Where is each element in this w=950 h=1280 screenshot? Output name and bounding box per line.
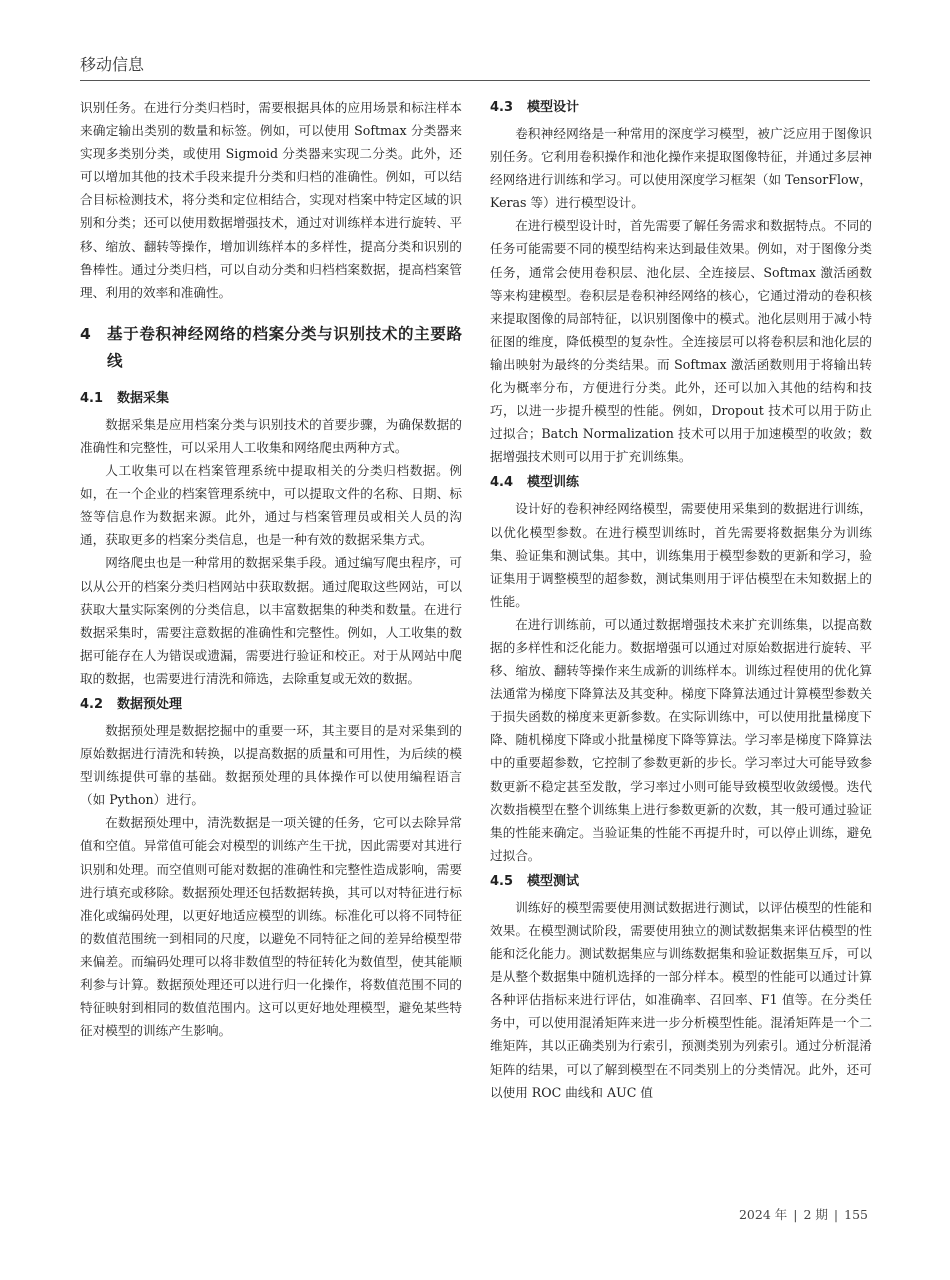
paragraph: 人工收集可以在档案管理系统中提取相关的分类归档数据。例如，在一个企业的档案管理系统中，可以提取文件的名称、日期、标签等信息作为数据来源。此外，通过与档案管理员或相关人员的沟通，获取更多的档案分类信息，也是一种有效的数据采集方式。: [80, 463, 462, 548]
section-4-heading: [80, 321, 462, 375]
subsection-title: 数据预处理: [117, 696, 183, 712]
right-column: [490, 96, 872, 1104]
page-header: [80, 44, 870, 81]
page-number: 155: [844, 1207, 868, 1222]
section-number: 4: [80, 324, 91, 343]
subsection-title: 模型测试: [527, 873, 580, 889]
subsection-number: 4.5: [490, 873, 514, 889]
subsection-title: 数据采集: [117, 390, 170, 406]
footer-separator: |: [833, 1207, 839, 1222]
footer-issue: 2 期: [803, 1207, 828, 1222]
subsection-title: 模型设计: [527, 100, 580, 115]
subsection-number: 4.2: [80, 696, 104, 712]
paragraph: 数据采集是应用档案分类与识别技术的首要步骤，为确保数据的准确性和完整性，可以采用人工收集和网络爬虫两种方式。: [80, 416, 462, 455]
paragraph: 网络爬虫也是一种常用的数据采集手段。通过编写爬虫程序，可以从公开的档案分类归档网站中获取数据。通过爬取这些网站，可以获取大量实际案例的分类信息，以丰富数据集的种类和数量。在进行数据采集时，需要注意数据的准确性和完整性。例如，人工收集的数据可能存在人为错误或遗漏，需要进行验证和校正。对于从网站中爬取的数据，也需要进行清洗和筛选，去除重复或无效的数据。: [80, 555, 462, 686]
left-column: [80, 96, 462, 1042]
subsection-4-2-heading: [80, 693, 462, 717]
paragraph: 卷积神经网络是一种常用的深度学习模型，被广泛应用于图像识别任务。它利用卷积操作和池化操作来提取图像特征，并通过多层神经网络进行训练和学习。可以使用深度学习框架（如 TensorFlow，Keras 等）进行模型设计。: [490, 126, 872, 211]
subsection-4-1-heading: [80, 387, 462, 411]
footer-year: 2024 年: [738, 1207, 788, 1222]
subsection-4-5-heading: [490, 870, 872, 894]
paragraph: 训练好的模型需要使用测试数据进行测试，以评估模型的性能和效果。在模型测试阶段，需要使用独立的测试数据集来评估模型的性能和泛化能力。测试数据集应与训练数据集和验证数据集互斥，可以是从整个数据集中随机选择的一部分样本。模型的性能可以通过计算各种评估指标来进行评估，如准确率、召回率、F1 值等。在分类任务中，可以使用混淆矩阵来进一步分析模型性能。混淆矩阵是一个二维矩阵，其以正确类别为行索引，预测类别为列索引。通过分析混淆矩阵的结果，可以了解到模型在不同类别上的分类情况。此外，还可以使用 ROC 曲线和 AUC 值: [490, 899, 872, 1100]
page-footer: [739, 1205, 868, 1223]
subsection-number: 4.1: [80, 390, 104, 406]
subsection-title: 模型训练: [527, 475, 580, 491]
subsection-4-3-heading: [490, 96, 872, 120]
section-title: 基于卷积神经网络的档案分类与识别技术的主要路线: [107, 324, 462, 370]
paragraph: 在进行模型设计时，首先需要了解任务需求和数据特点。不同的任务可能需要不同的模型结构来达到最佳效果。例如，对于图像分类任务，通常会使用卷积层、池化层、全连接层、Softmax 激活函数等来构建模型。卷积层是卷积神经网络的核心，它通过滑动的卷积核来提取图像的局部特征，以识别图像中的模式。池化层则用于减小特征图的维度，降低模型的复杂性。全连接层可以将卷积层和池化层的输出映射为最终的分类结果。而 Softmax 激活函数则用于将输出转化为概率分布，方便进行分类。此外，还可以加入其他的结构和技巧，以进一步提升模型的性能。例如，Dropout 技术可以用于防止过拟合；Batch Normalization 技术可以用于加速模型的收敛；数据增强技术则可以用于扩充训练集。: [490, 218, 872, 465]
paragraph: 在进行训练前，可以通过数据增强技术来扩充训练集，以提高数据的多样性和泛化能力。数据增强可以通过对原始数据进行旋转、平移、缩放、翻转等操作来生成新的训练样本。训练过程使用的优化算法通常为梯度下降算法及其变种。梯度下降算法通过计算模型参数关于损失函数的梯度来更新参数。在实际训练中，可以使用批量梯度下降、随机梯度下降或小批量梯度下降等算法。学习率是梯度下降算法中的重要超参数，它控制了参数更新的步长。学习率过大可能导致参数更新不稳定甚至发散，学习率过小则可能导致模型收敛缓慢。迭代次数指模型在整个训练集上进行参数更新的次数，其一般可通过验证集的性能来确定。当验证集的性能不再提升时，可以停止训练，避免过拟合。: [490, 616, 872, 863]
subsection-4-4-heading: [490, 471, 872, 495]
subsection-number: 4.4: [490, 475, 514, 491]
journal-title: 移动信息: [80, 55, 145, 74]
paragraph: 在数据预处理中，清洗数据是一项关键的任务，它可以去除异常值和空值。异常值可能会对模型的训练产生干扰，因此需要对其进行识别和处理。而空值则可能对数据的准确性和完整性造成影响，需要进行填充或移除。数据预处理还包括数据转换，其可以对特征进行标准化或编码处理，以更好地适应模型的训练。标准化可以将不同特征的数值范围统一到相同的尺度，以避免不同特征之间的差异给模型带来偏差。而编码处理可以将非数值型的特征转化为数值型，使其能顺利参与计算。数据预处理还可以进行归一化操作，将数值范围不同的特征映射到相同的数值范围内。这可以更好地处理模型，避免某些特征对模型的训练产生影响。: [80, 815, 462, 1039]
subsection-number: 4.3: [490, 100, 514, 115]
footer-separator: |: [793, 1207, 798, 1222]
intro-paragraph: 识别任务。在进行分类归档时，需要根据具体的应用场景和标注样本来确定输出类别的数量和标签。例如，可以使用 Softmax 分类器来实现多类别分类，或使用 Sigmoid 分类器来实现二分类。此外，还可以增加其他的技术手段来提升分类和归档的准确性。例如，可以结合目标检测技术，将分类和定位相结合，实现对档案中特定区域的识别和分类；还可以使用数据增强技术，通过对训练样本进行旋转、平移、缩放、翻转等操作，增加训练样本的多样性，提高分类和识别的鲁棒性。通过分类归档，可以自动分类和归档档案数据，提高档案管理、利用的效率和准确性。: [80, 100, 462, 300]
paragraph: 数据预处理是数据挖掘中的重要一环，其主要目的是对采集到的原始数据进行清洗和转换，以提高数据的质量和可用性，为后续的模型训练提供可靠的基础。数据预处理的具体操作可以使用编程语言（如 Python）进行。: [80, 722, 462, 808]
paragraph: 设计好的卷积神经网络模型，需要使用采集到的数据进行训练，以优化模型参数。在进行模型训练时，首先需要将数据集分为训练集、验证集和测试集。其中，训练集用于模型参数的更新和学习，验证集用于调整模型的超参数，测试集则用于评估模型在未知数据上的性能。: [490, 501, 872, 609]
